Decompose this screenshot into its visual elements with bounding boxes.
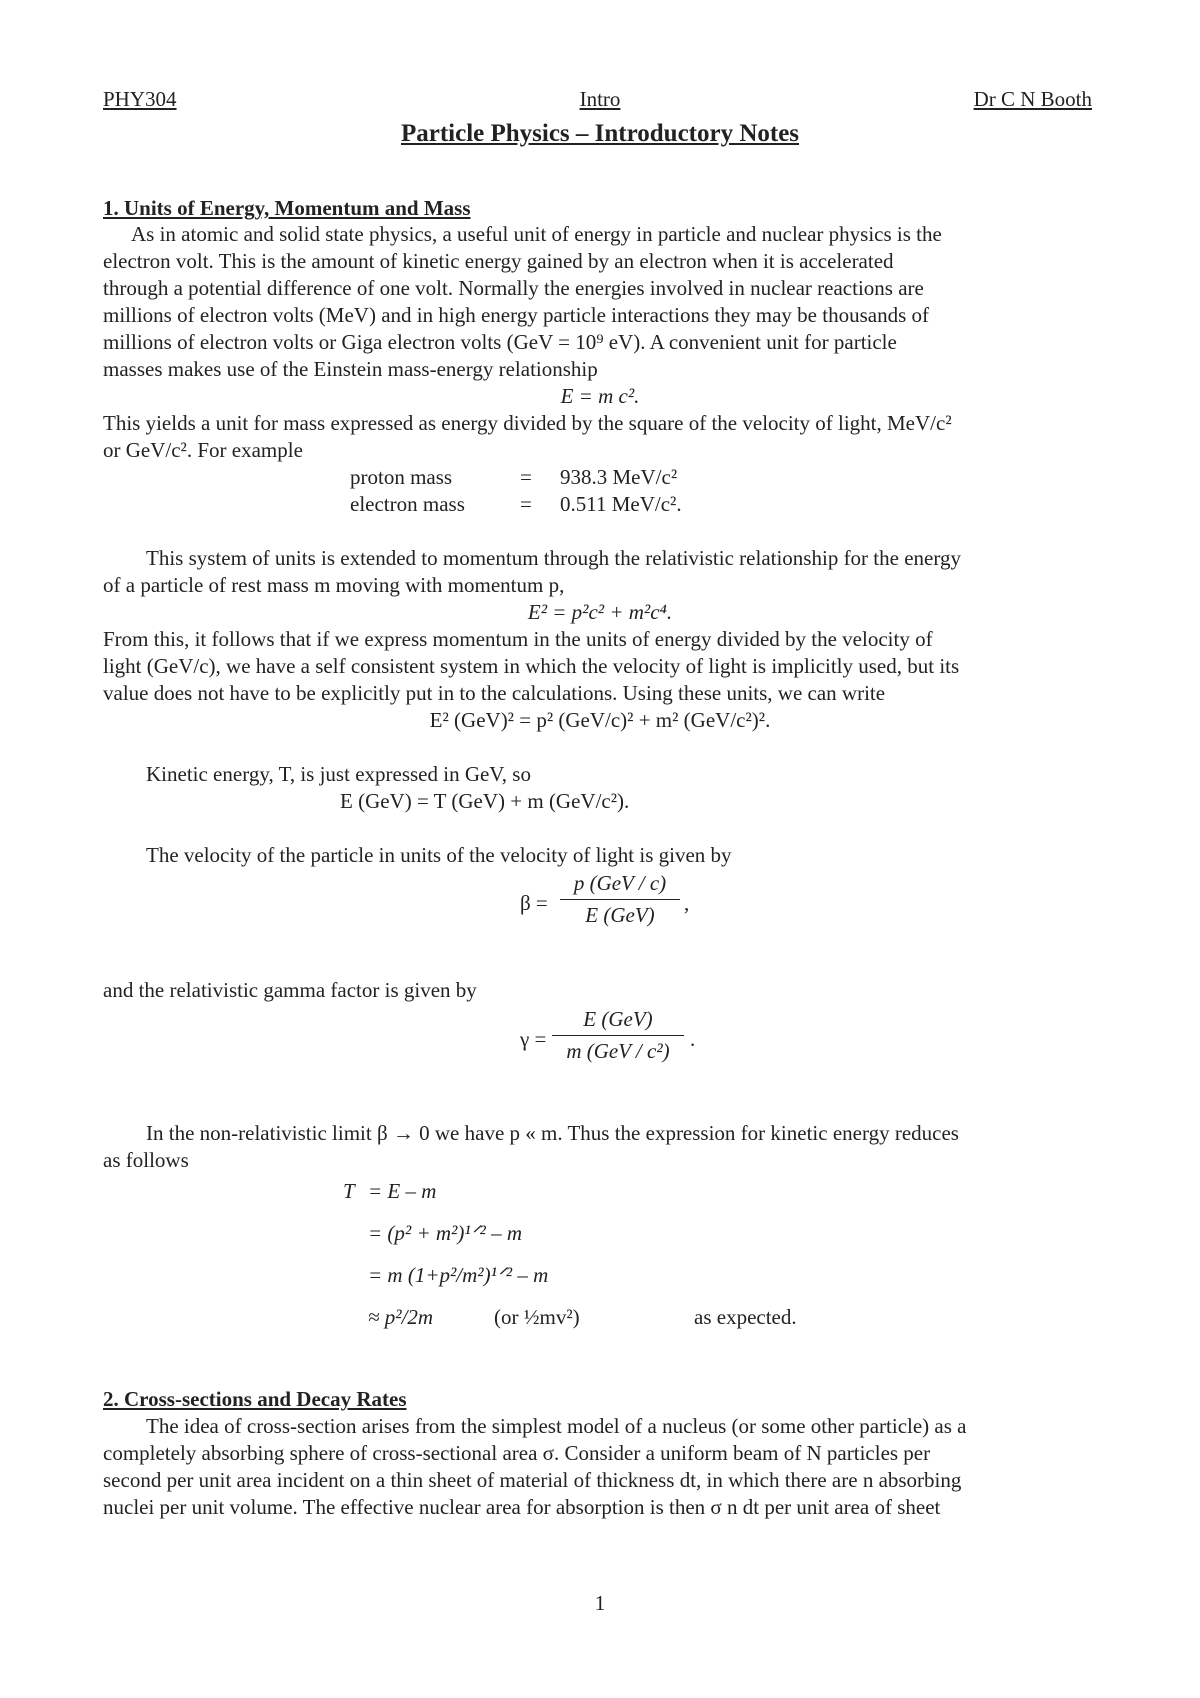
mass-value-0: 938.3 MeV/c² xyxy=(560,465,678,489)
s1-p7-line: and the relativistic gamma factor is given by xyxy=(103,978,477,1002)
mass-eq-1: = xyxy=(520,492,532,516)
page-title: Particle Physics – Introductory Notes xyxy=(400,120,800,147)
s1-p2-line1: This yields a unit for mass expressed as energy divided by the square of the velocity of light, MeV/c² xyxy=(103,411,952,435)
header-topic: Intro xyxy=(579,87,621,111)
deriv-rhs-2: = m (1+p²/m²)¹ᐟ² – m xyxy=(368,1263,549,1287)
s1-p3-line0: This system of units is extended to momentum through the relativistic relationship for the energy xyxy=(146,546,961,570)
deriv-rhs-0: = E – m xyxy=(368,1179,437,1203)
mass-eq-0: = xyxy=(520,465,532,489)
s1-p1-line4: millions of electron volts or Giga electron volts (GeV = 10⁹ eV). A convenient unit for particle xyxy=(103,330,897,354)
page-number: 1 xyxy=(594,1591,606,1615)
eq-units: E² (GeV)² = p² (GeV/c)² + m² (GeV/c²)². xyxy=(429,708,771,732)
header-course: PHY304 xyxy=(103,87,177,111)
gamma-denominator: m (GeV / c²) xyxy=(566,1039,670,1063)
s1-p6-line: The velocity of the particle in units of the velocity of light is given by xyxy=(146,843,732,867)
s1-p3-line1: of a particle of rest mass m moving with momentum p, xyxy=(103,573,565,597)
beta-fraction xyxy=(560,870,680,929)
eq-energy-momentum: E² = p²c² + m²c⁴. xyxy=(527,600,673,624)
gamma-lhs: γ = xyxy=(520,1027,547,1051)
gamma-tail: . xyxy=(690,1027,696,1051)
s1-p1-line0: As in atomic and solid state physics, a useful unit of energy in particle and nuclear physics is the xyxy=(131,222,942,246)
s2-line0: The idea of cross-section arises from the simplest model of a nucleus (or some other particle) as a xyxy=(146,1414,967,1438)
s1-p8-line0: In the non-relativistic limit β → 0 we have p « m. Thus the expression for kinetic energy reduces xyxy=(146,1121,959,1145)
s1-p4-line2: value does not have to be explicitly put in to the calculations. Using these units, we can write xyxy=(103,681,886,705)
beta-tail: , xyxy=(684,891,690,915)
s1-p5-line: Kinetic energy, T, is just expressed in GeV, so xyxy=(146,762,531,786)
beta-lhs: β = xyxy=(520,891,548,915)
beta-denominator: E (GeV) xyxy=(585,903,655,927)
deriv-rhs-1: = (p² + m²)¹ᐟ² – m xyxy=(368,1221,522,1245)
s1-p4-line0: From this, it follows that if we express momentum in the units of energy divided by the velocity of xyxy=(103,627,933,651)
deriv-aside: (or ½mv²) xyxy=(494,1305,580,1329)
s1-p8-line1: as follows xyxy=(103,1148,189,1172)
beta-fraction-bar xyxy=(560,899,680,900)
section1-heading: 1. Units of Energy, Momentum and Mass xyxy=(103,196,471,220)
s1-p2-line2: or GeV/c². For example xyxy=(103,438,303,462)
s1-p1-line3: millions of electron volts (MeV) and in high energy particle interactions they may be thousands of xyxy=(103,303,929,327)
s1-p4-line1: light (GeV/c), we have a self consistent system in which the velocity of light is implicitly used, but its xyxy=(103,654,960,678)
mass-value-1: 0.511 MeV/c². xyxy=(560,492,682,516)
s2-line3: nuclei per unit volume. The effective nuclear area for absorption is then σ n dt per unit area of sheet xyxy=(103,1495,941,1519)
section2-heading: 2. Cross-sections and Decay Rates xyxy=(103,1387,407,1411)
mass-name-1: electron mass xyxy=(350,492,465,516)
eq-mass-energy: E = m c². xyxy=(560,384,640,408)
header-author: Dr C N Booth xyxy=(973,87,1092,111)
deriv-note: as expected. xyxy=(694,1305,797,1329)
deriv-lhs-0: T xyxy=(343,1179,355,1203)
s2-line2: second per unit area incident on a thin sheet of material of thickness dt, in which there are n absorbing xyxy=(103,1468,962,1492)
beta-numerator: p (GeV / c) xyxy=(573,871,667,895)
s1-p1-line5: masses makes use of the Einstein mass-energy relationship xyxy=(103,357,598,381)
eq-kinetic: E (GeV) = T (GeV) + m (GeV/c²). xyxy=(340,789,630,813)
gamma-fraction-bar xyxy=(552,1035,684,1036)
s2-line1: completely absorbing sphere of cross-sectional area σ. Consider a uniform beam of N particles per xyxy=(103,1441,931,1465)
s1-p1-line2: through a potential difference of one volt. Normally the energies involved in nuclear reactions are xyxy=(103,276,924,300)
mass-name-0: proton mass xyxy=(350,465,453,489)
deriv-rhs-3: ≈ p²/2m xyxy=(368,1305,434,1329)
gamma-fraction xyxy=(552,1006,684,1065)
gamma-numerator: E (GeV) xyxy=(583,1007,653,1031)
s1-p1-line1: electron volt. This is the amount of kinetic energy gained by an electron when it is accelerated xyxy=(103,249,894,273)
